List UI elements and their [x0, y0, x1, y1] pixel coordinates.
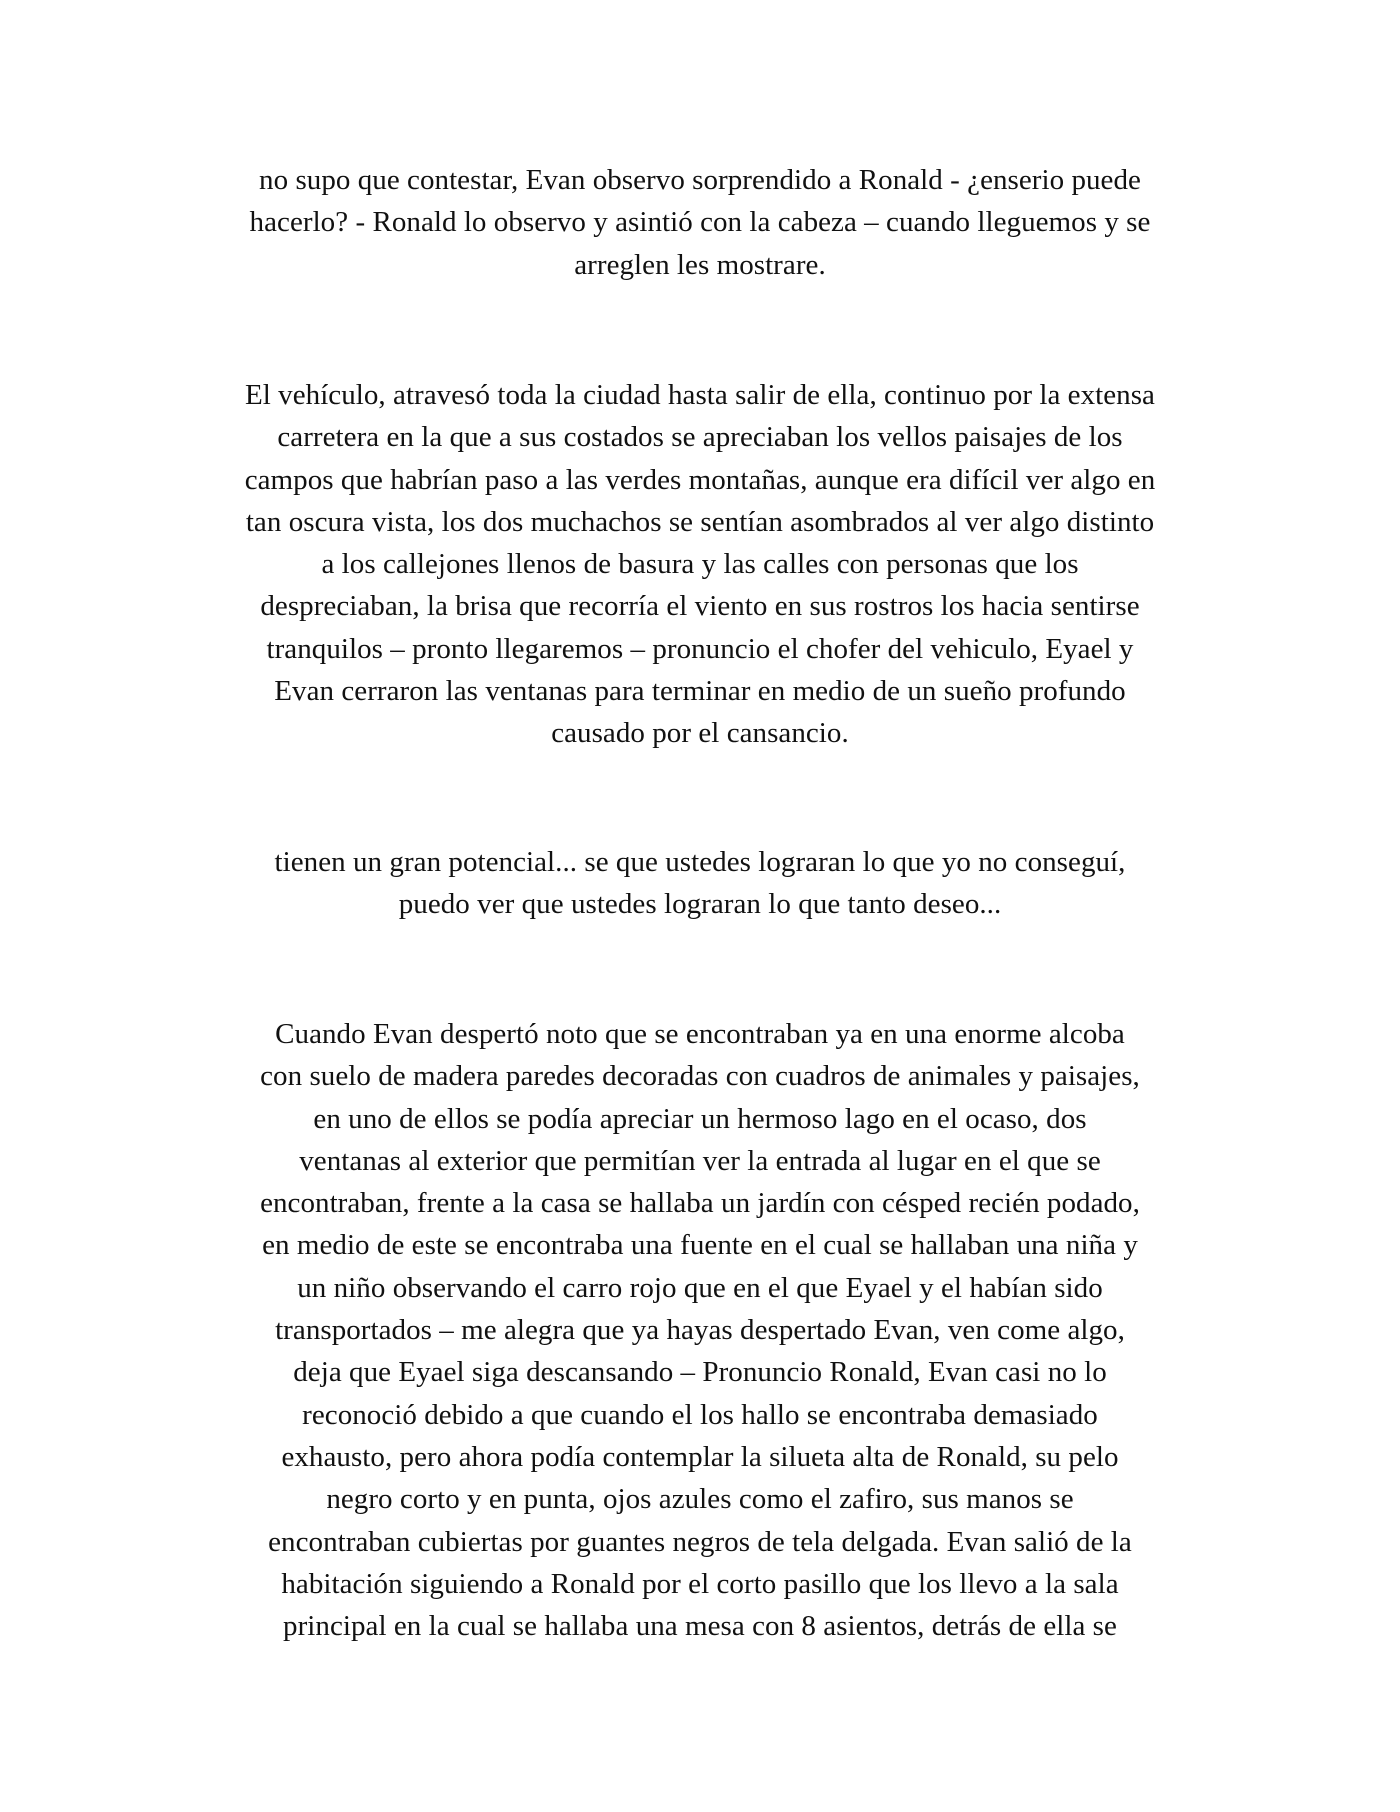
text-line: puedo ver que ustedes lograran lo que tanto deseo...	[398, 888, 1002, 921]
paragraph-vehicle-journey	[150, 374, 1250, 755]
text-line: causado por el cansancio.	[551, 717, 849, 750]
text-line: no supo que contestar, Evan observo sorprendido a Ronald - ¿enserio puede	[259, 164, 1141, 196]
text-line: hacerlo? - Ronald lo observo y asintió con la cabeza – cuando lleguemos y se	[249, 206, 1151, 239]
paragraph-dialogue-ronald	[150, 159, 1250, 286]
text-line: Evan cerraron las ventanas para terminar en medio de un sueño profundo	[274, 675, 1126, 708]
text-line: ventanas al exterior que permitían ver la entrada al lugar en el que se	[299, 1144, 1101, 1177]
paragraph-italic-voice	[150, 841, 1250, 926]
text-line: carretera en la que a sus costados se apreciaban los vellos paisajes de los	[277, 421, 1123, 454]
text-line: tienen un gran potencial... se que ustedes lograran lo que yo no conseguí,	[274, 846, 1126, 878]
text-line: arreglen les mostrare.	[574, 248, 826, 281]
text-line: en uno de ellos se podía apreciar un hermoso lago en el ocaso, dos	[313, 1102, 1087, 1135]
text-line: encontraban, frente a la casa se hallaba un jardín con césped recién podado,	[260, 1187, 1140, 1220]
text-line: tan oscura vista, los dos muchachos se sentían asombrados al ver algo distinto	[245, 505, 1155, 538]
text-line: negro corto y en punta, ojos azules como el zafiro, sus manos se	[326, 1483, 1074, 1516]
text-line: transportados – me alegra que ya hayas despertado Evan, ven come algo,	[275, 1314, 1125, 1347]
text-line: deja que Eyael siga descansando – Pronuncio Ronald, Evan casi no lo	[293, 1356, 1107, 1389]
text-line: habitación siguiendo a Ronald por el corto pasillo que los llevo a la sala	[281, 1567, 1119, 1600]
text-line: encontraban cubiertas por guantes negros de tela delgada. Evan salió de la	[268, 1525, 1132, 1558]
text-line: tranquilos – pronto llegaremos – pronuncio el chofer del vehiculo, Eyael y	[266, 632, 1134, 665]
paragraph-evan-awakens	[150, 1013, 1250, 1647]
text-line: El vehículo, atravesó toda la ciudad hasta salir de ella, continuo por la extensa	[245, 379, 1155, 411]
text-line: exhausto, pero ahora podía contemplar la silueta alta de Ronald, su pelo	[281, 1440, 1119, 1473]
text-line: en medio de este se encontraba una fuente en el cual se hallaban una niña y	[262, 1229, 1138, 1262]
text-line: principal en la cual se hallaba una mesa con 8 asientos, detrás de ella se	[283, 1610, 1117, 1643]
text-line: reconoció debido a que cuando el los hallo se encontraba demasiado	[302, 1398, 1098, 1431]
text-line: despreciaban, la brisa que recorría el viento en sus rostros los hacia sentirse	[260, 590, 1140, 623]
text-line: un niño observando el carro rojo que en el que Eyael y el habían sido	[297, 1271, 1103, 1304]
text-line: con suelo de madera paredes decoradas con cuadros de animales y paisajes,	[260, 1060, 1140, 1093]
text-line: Cuando Evan despertó noto que se encontraban ya en una enorme alcoba	[275, 1018, 1125, 1050]
text-line: a los callejones llenos de basura y las calles con personas que los	[321, 548, 1079, 581]
text-line: campos que habrían paso a las verdes montañas, aunque era difícil ver algo en	[244, 463, 1156, 496]
